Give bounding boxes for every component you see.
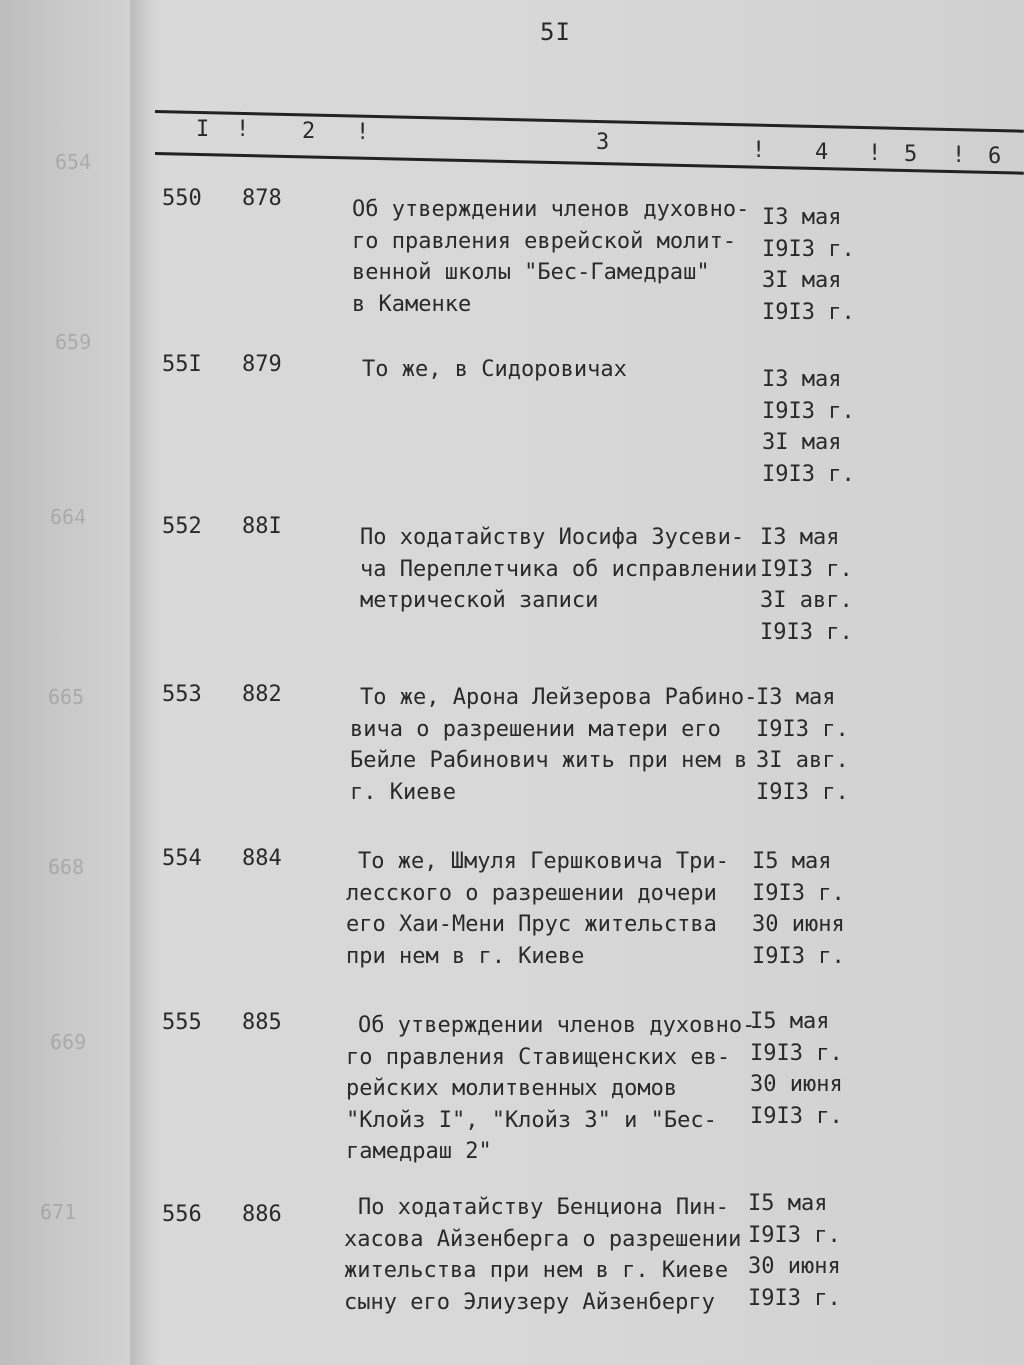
date-line: 30 июня: [748, 1254, 841, 1279]
row-number: 55I: [162, 352, 202, 377]
description-line: То же, Шмуля Гершковича Три-: [358, 849, 729, 874]
bleed-through-number: 665: [48, 685, 85, 709]
date-line: I9I3 г.: [762, 299, 855, 325]
bleed-through-number: 668: [48, 855, 85, 879]
description-line: "Клойз I", "Клойз 3" и "Бес-: [346, 1107, 717, 1133]
row-description: [362, 354, 772, 386]
date-line: I9I3 г.: [762, 398, 855, 424]
description-line: венной школы "Бес-Гамедраш": [352, 260, 710, 285]
date-line: 3I мая: [762, 268, 842, 293]
date-line: I9I3 г.: [752, 943, 845, 969]
row-description: [344, 1192, 754, 1318]
row-description: [352, 194, 762, 320]
column-separator: !: [236, 117, 250, 142]
file-number: 878: [242, 186, 282, 211]
description-line: По ходатайству Иосифа Зусеви-: [360, 525, 745, 550]
description-line: Бейле Рабинович жить при нем в: [350, 748, 748, 773]
description-line: г. Киеве: [350, 779, 456, 805]
row-description: [360, 522, 770, 617]
description-line: го правления Ставищенских ев-: [346, 1044, 731, 1070]
date-line: I9I3 г.: [756, 779, 849, 805]
row-description: [346, 1010, 756, 1168]
description-line: хасова Айзенберга о разрешении: [344, 1226, 742, 1252]
row-dates: [762, 364, 872, 490]
date-line: 30 июня: [750, 1072, 843, 1097]
bleed-through-number: 671: [40, 1200, 77, 1224]
column-header-1: I: [196, 117, 210, 142]
date-line: I5 мая: [752, 849, 832, 874]
date-line: I9I3 г.: [756, 716, 849, 742]
bleed-through-number: 664: [50, 505, 87, 529]
column-separator: !: [356, 120, 370, 145]
date-line: I9I3 г.: [762, 236, 855, 262]
description-line: сыну его Элиузеру Айзенбергу: [344, 1289, 715, 1315]
description-line: ча Переплетчика об исправлении: [360, 556, 758, 582]
row-description: [346, 846, 756, 972]
file-number: 886: [242, 1202, 282, 1227]
column-separator: !: [952, 143, 966, 168]
table-header-rule: [155, 152, 1024, 175]
description-line: гамедраш 2": [346, 1139, 492, 1164]
column-header-4: 4: [815, 140, 829, 165]
column-header-6: 6: [988, 144, 1002, 169]
date-line: 30 июня: [752, 912, 845, 937]
book-spine-shadow: [130, 0, 160, 1365]
description-line: его Хаи-Мени Прус жительства: [346, 912, 717, 937]
row-dates: [752, 846, 862, 972]
description-line: Об утверждении членов духовно-: [352, 197, 750, 222]
description-line: По ходатайству Бенциона Пин-: [358, 1195, 729, 1220]
description-line: лесского о разрешении дочери: [346, 880, 717, 906]
row-dates: [748, 1188, 858, 1314]
date-line: I9I3 г.: [762, 461, 855, 487]
date-line: I9I3 г.: [750, 1103, 843, 1129]
table-top-rule: [155, 110, 1024, 133]
row-description: [350, 682, 760, 808]
row-number: 556: [162, 1202, 202, 1227]
file-number: 885: [242, 1010, 282, 1035]
row-number: 552: [162, 514, 202, 539]
date-line: 3I авг.: [756, 748, 849, 773]
date-line: I9I3 г.: [760, 556, 853, 582]
date-line: 3I мая: [762, 430, 842, 455]
bleed-through-number: 654: [55, 150, 92, 174]
description-line: го правления еврейской молит-: [352, 228, 737, 254]
column-separator: !: [752, 138, 766, 163]
bleed-through-number: 659: [55, 330, 92, 354]
file-number: 882: [242, 682, 282, 707]
column-header-3: 3: [596, 130, 610, 155]
row-number: 553: [162, 682, 202, 707]
row-dates: [756, 682, 866, 808]
description-line: То же, в Сидоровичах: [362, 357, 627, 382]
description-line: метрической записи: [360, 588, 599, 613]
date-line: I9I3 г.: [748, 1285, 841, 1311]
date-line: I9I3 г.: [748, 1222, 841, 1248]
column-header-2: 2: [302, 119, 316, 144]
row-dates: [750, 1006, 860, 1132]
row-number: 550: [162, 186, 202, 211]
date-line: I3 мая: [756, 685, 836, 710]
date-line: I9I3 г.: [760, 619, 853, 645]
row-number: 555: [162, 1010, 202, 1035]
row-dates: [760, 522, 870, 648]
bleed-through-number: 669: [50, 1030, 87, 1054]
description-line: при нем в г. Киеве: [346, 943, 585, 969]
row-number: 554: [162, 846, 202, 871]
file-number: 884: [242, 846, 282, 871]
description-line: в Каменке: [352, 291, 472, 317]
date-line: I5 мая: [748, 1191, 828, 1216]
description-line: жительства при нем в г. Киеве: [344, 1258, 729, 1283]
date-line: I3 мая: [760, 525, 840, 550]
row-dates: [762, 202, 872, 328]
date-line: I3 мая: [762, 367, 842, 392]
date-line: I3 мая: [762, 205, 842, 230]
page-number: 5I: [540, 18, 571, 46]
description-line: рейских молитвенных домов: [346, 1076, 678, 1101]
date-line: I9I3 г.: [752, 880, 845, 906]
description-line: То же, Арона Лейзерова Рабино-: [360, 685, 758, 710]
description-line: вича о разрешении матери его: [350, 716, 721, 742]
file-number: 88I: [242, 514, 282, 539]
file-number: 879: [242, 352, 282, 377]
date-line: I5 мая: [750, 1009, 830, 1034]
date-line: 3I авг.: [760, 588, 853, 613]
column-header-5: 5: [904, 142, 918, 167]
description-line: Об утверждении членов духовно-: [358, 1013, 756, 1038]
column-separator: !: [868, 141, 882, 166]
date-line: I9I3 г.: [750, 1040, 843, 1066]
